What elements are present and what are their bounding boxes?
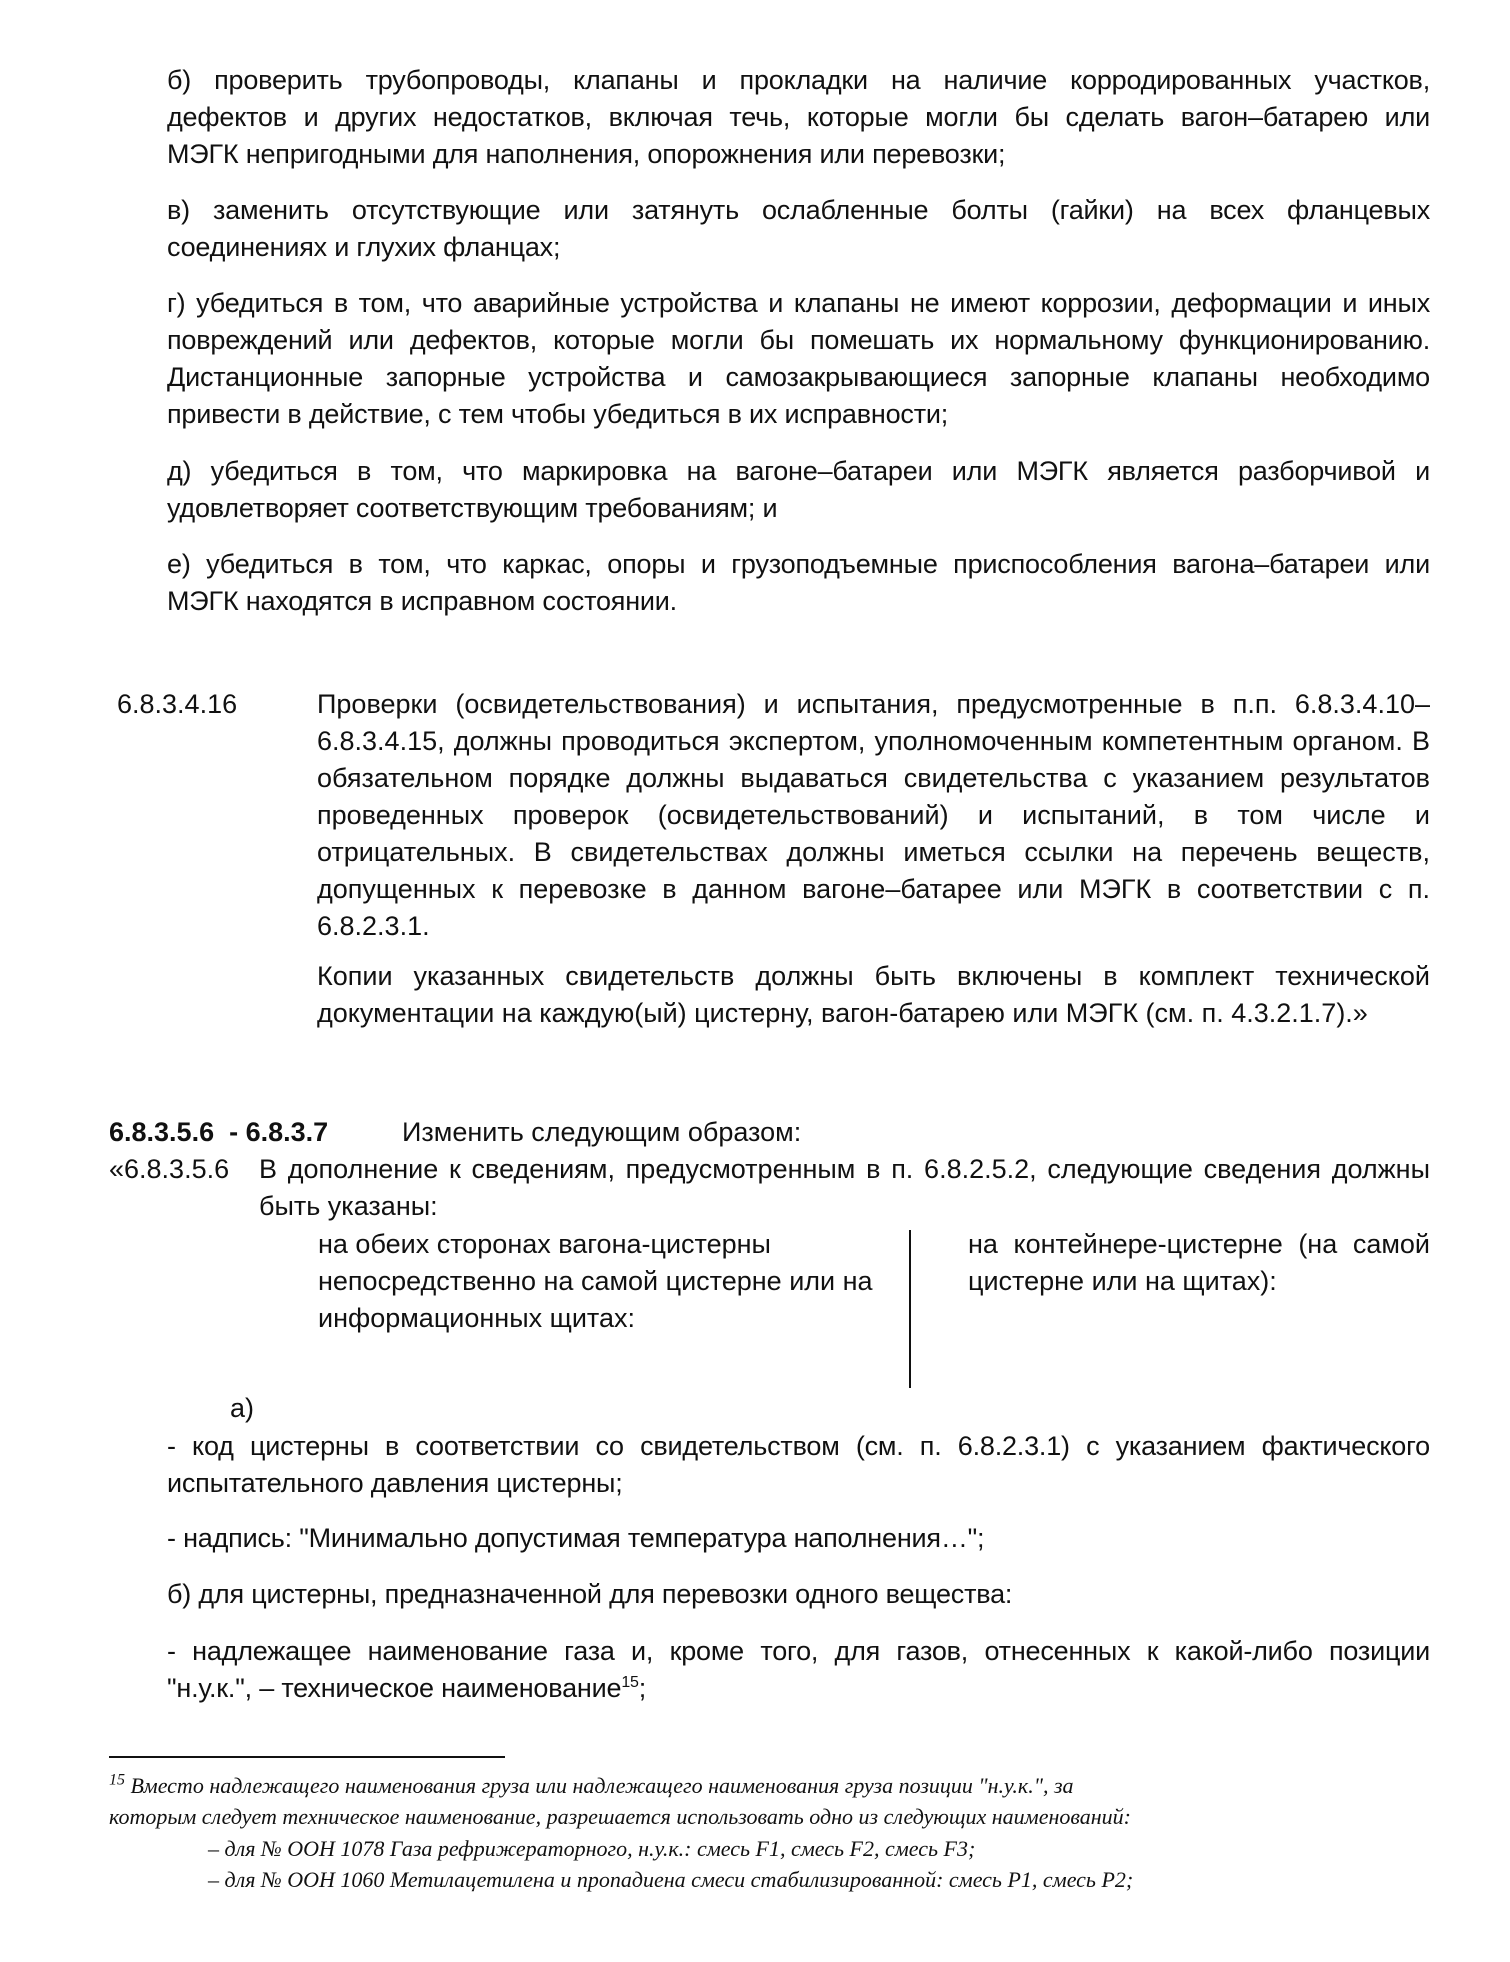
text-line: испытательного давления цистерны; [167, 1468, 623, 1498]
section-number: 6.8.3.4.16 [117, 689, 238, 719]
text-line: - надпись: "Минимально допустимая температура наполнения…"; [167, 1523, 985, 1553]
footnote-line: – для № ООН 1078 Газа рефрижераторного, н.у.к.: смесь F1, смесь F2, смесь F3; [208, 1836, 976, 1861]
text-line: обязательном порядке должны выдаваться свидетельства с указанием результатов [317, 763, 1430, 793]
column-tank-container [968, 1226, 1430, 1300]
amendment-range: 6.8.3.5.6 - 6.8.3.7 [109, 1117, 329, 1147]
paragraph-v [167, 192, 1430, 266]
text-line: удовлетворяет соответствующим требованиям; и [167, 493, 778, 523]
paragraph-b [167, 62, 1430, 173]
text-line: г) убедиться в том, что аварийные устройства и клапаны не имеют коррозии, деформации и иных [167, 288, 1430, 318]
text-line: МЭГК непригодными для наполнения, опорожнения или перевозки; [167, 139, 1006, 169]
text-line: в) заменить отсутствующие или затянуть ослабленные болты (гайки) на всех фланцевых [167, 195, 1430, 225]
text-line: Дистанционные запорные устройства и самозакрывающиеся запорные клапаны необходимо [167, 362, 1430, 392]
text-line [167, 1670, 1430, 1707]
text-line: цистерне или на щитах): [968, 1266, 1277, 1296]
text-line: допущенных к перевозке в данном вагоне–батарее или МЭГК в соответствии с п. [317, 874, 1430, 904]
footnote-line [109, 1770, 1074, 1801]
text-segment: "н.у.к.", – техническое наименование [167, 1673, 622, 1703]
text-line: е) убедиться в том, что каркас, опоры и грузоподъемные приспособления вагона–батареи или [167, 549, 1430, 579]
text-line: В дополнение к сведениям, предусмотренным в п. 6.8.2.5.2, следующие сведения должны [259, 1154, 1430, 1184]
text-line: - код цистерны в соответствии со свидетельством (см. п. 6.8.2.3.1) с указанием фактического [167, 1431, 1430, 1461]
footnote-line: которым следует техническое наименование, разрешается использовать одно из следующих наименований: [109, 1804, 1132, 1829]
footnote-mark: 15 [109, 1771, 125, 1789]
text-line: Копии указанных свидетельств должны быть включены в комплект технической [317, 961, 1430, 991]
amendment-instruction: Изменить следующим образом: [402, 1117, 802, 1147]
footnote-separator [109, 1756, 505, 1758]
list-item [167, 1633, 1430, 1707]
text-line: на обеих сторонах вагона-цистерны [318, 1229, 771, 1259]
paragraph-g [167, 285, 1430, 433]
text-line: МЭГК находятся в исправном состоянии. [167, 586, 677, 616]
column-rail-tank-wagon [318, 1226, 888, 1337]
text-line: Проверки (освидетельствования) и испытания, предусмотренные в п.п. 6.8.3.4.10– [317, 689, 1430, 719]
text-segment: Вместо надлежащего наименования груза или надлежащего наименования груза позиции "н.у.к.", за [125, 1773, 1074, 1798]
list-item [167, 1520, 1430, 1557]
list-label-b [167, 1576, 1430, 1613]
text-line: б) проверить трубопроводы, клапаны и прокладки на наличие корродированных участков, [167, 65, 1430, 95]
column-divider [909, 1230, 911, 1388]
paragraph-e [167, 546, 1430, 620]
text-line: 6.8.3.4.15, должны проводиться экспертом, уполномоченным компетентным органом. В [317, 726, 1430, 756]
text-line: привести в действие, с тем чтобы убедиться в их исправности; [167, 399, 949, 429]
text-line: повреждений или дефектов, которые могли бы помешать их нормальному функционированию. [167, 325, 1430, 355]
list-label-a: а) [230, 1393, 255, 1423]
text-line: б) для цистерны, предназначенной для перевозки одного вещества: [167, 1579, 1013, 1609]
text-line: документации на каждую(ый) цистерну, вагон-батарею или МЭГК (см. п. 4.3.2.1.7).» [317, 998, 1368, 1028]
section-body-copies [317, 958, 1430, 1032]
text-line: отрицательных. В свидетельствах должны иметься ссылки на перечень веществ, [317, 837, 1430, 867]
text-line: непосредственно на самой цистерне или на [318, 1266, 873, 1296]
footnote-reference[interactable]: 15 [621, 1674, 639, 1691]
list-item [167, 1428, 1430, 1502]
text-line: быть указаны: [259, 1191, 438, 1221]
text-line: информационных щитах: [318, 1303, 635, 1333]
text-line: - надлежащее наименование газа и, кроме того, для газов, отнесенных к какой-либо позиции [167, 1636, 1430, 1666]
section-body [259, 1151, 1430, 1225]
text-line: проведенных проверок (освидетельствований) и испытаний, в том числе и [317, 800, 1430, 830]
text-line: дефектов и других недостатков, включая течь, которые могли бы сделать вагон–батарею или [167, 102, 1430, 132]
text-line: соединениях и глухих фланцах; [167, 232, 561, 262]
text-line: на контейнере-цистерне (на самой [968, 1229, 1430, 1259]
section-body [317, 686, 1430, 945]
text-segment: ; [638, 1673, 647, 1703]
paragraph-d [167, 453, 1430, 527]
footnote-line: – для № ООН 1060 Метилацетилена и пропадиена смеси стабилизированной: смесь P1, смесь P2; [208, 1867, 1134, 1892]
text-line: 6.8.2.3.1. [317, 911, 430, 941]
text-line: д) убедиться в том, что маркировка на вагоне–батареи или МЭГК является разборчивой и [167, 456, 1430, 486]
section-number: «6.8.3.5.6 [109, 1154, 230, 1184]
